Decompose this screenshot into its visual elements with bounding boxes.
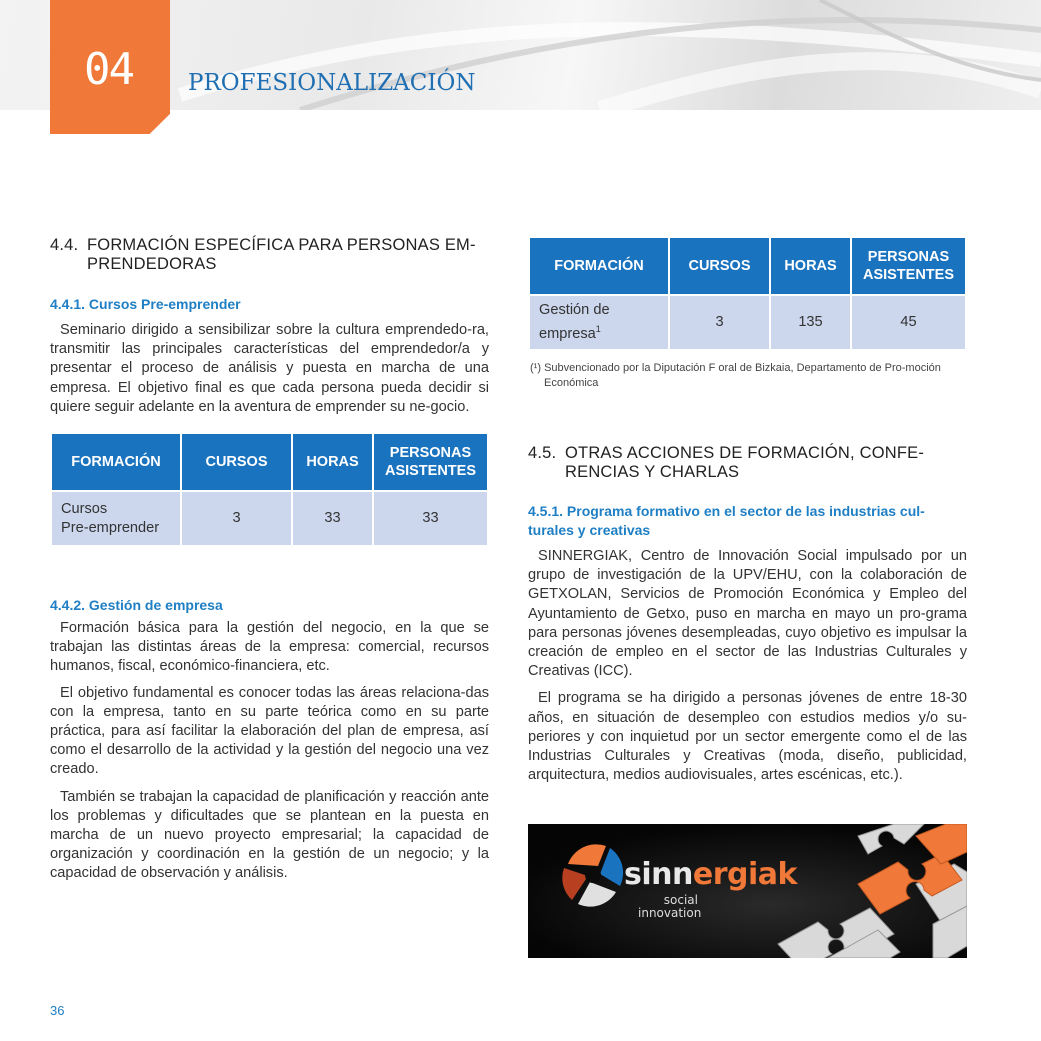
col-header: CURSOS bbox=[181, 433, 292, 491]
section-title-line1: FORMACIÓN ESPECÍFICA PARA PERSONAS EM- bbox=[87, 236, 476, 254]
tagline-line: social bbox=[663, 893, 698, 907]
cell-text: Cursos bbox=[61, 500, 108, 517]
cell-personas: 45 bbox=[851, 295, 966, 350]
table-row bbox=[51, 491, 488, 546]
col-header: FORMACIÓN bbox=[51, 433, 181, 491]
paragraph: Seminario dirigido a sensibilizar sobre la cultura emprendedo-ra, transmitir las principales características del emprendedor/a y presentar el proceso de análisis y puesta en marcha de una empresa. El objetivo final es que cada persona pueda decidir si quiere seguir adelante en la aventura de emprender su ne-gocio. bbox=[50, 322, 489, 415]
paragraph: El programa se ha dirigido a personas jóvenes de entre 18-30 años, en situación de desempleo con estudios medios y/o su-periores y con inquietud por un sector emergente como el de las Industrias Culturales y Creativas (moda, diseño, publicidad, arquitectura, medios audiovisuales, artes escénicas, etc.). bbox=[528, 690, 967, 784]
table-gestion-empresa bbox=[528, 236, 967, 351]
section-title-line2: RENCIAS Y CHARLAS bbox=[565, 463, 740, 481]
col-header: CURSOS bbox=[669, 237, 770, 295]
tagline-line: innovation bbox=[638, 906, 702, 920]
cell-text: Pre-emprender bbox=[61, 519, 160, 536]
table-footnote bbox=[528, 361, 967, 391]
subsection-4-4-1-title: 4.4.1. Cursos Pre-emprender bbox=[50, 296, 241, 312]
brand-part: sinn bbox=[624, 857, 693, 892]
table-header-row bbox=[529, 237, 966, 295]
section-title-line1: OTRAS ACCIONES DE FORMACIÓN, CONFE- bbox=[565, 444, 925, 462]
col-header: HORAS bbox=[292, 433, 373, 491]
col-header: PERSONAS ASISTENTES bbox=[373, 433, 488, 491]
sinnergiak-promo-image bbox=[528, 824, 967, 958]
cell-horas: 33 bbox=[292, 491, 373, 546]
page-number: 36 bbox=[50, 1003, 65, 1018]
col-header: HORAS bbox=[770, 237, 851, 295]
cell-text: empresa bbox=[539, 325, 596, 342]
chapter-title: PROFESIONALIZACIÓN bbox=[188, 70, 476, 96]
subsection-4-4-2-title: 4.4.2. Gestión de empresa bbox=[50, 597, 223, 614]
cell-cursos: 3 bbox=[181, 491, 292, 546]
section-4-4-heading bbox=[50, 236, 489, 274]
cell-text: Gestión de bbox=[539, 302, 610, 319]
brand-tagline bbox=[638, 893, 702, 920]
cell-personas: 33 bbox=[373, 491, 488, 546]
cell-cursos: 3 bbox=[669, 295, 770, 350]
paragraph: SINNERGIAK, Centro de Innovación Social impulsado por un grupo de investigación de la UPV/EHU, con la colaboración de GETXOLAN, Servicios de Promoción Económica y Empleo del Ayuntamiento de Getxo, puso en marcha en mayo un pro-grama para personas jóvenes desempleadas, cuyo objetivo es impulsar la creación de empleo en el sector de las Industrias Culturales y Creativas (ICC). bbox=[528, 548, 967, 680]
section-number: 4.5. bbox=[528, 444, 557, 462]
subsection-4-5-1-title: 4.5.1. Programa formativo en el sector de las industrias cul-turales y creativas bbox=[528, 503, 925, 538]
table-row bbox=[529, 295, 966, 350]
right-column bbox=[528, 236, 967, 785]
brand-part: ergiak bbox=[692, 857, 797, 892]
paragraph: Formación básica para la gestión del negocio, en la que se trabajan las distintas áreas de la empresa: comercial, recursos humanos, fiscal, económico-financiera, etc. bbox=[50, 620, 489, 675]
footnote-mark: (¹) bbox=[530, 362, 541, 374]
left-column bbox=[50, 236, 489, 884]
col-header: PERSONAS ASISTENTES bbox=[851, 237, 966, 295]
brand-name bbox=[624, 857, 797, 892]
chapter-number: 04 bbox=[84, 44, 133, 95]
table-header-row bbox=[51, 433, 488, 491]
col-header: FORMACIÓN bbox=[529, 237, 669, 295]
section-4-5-heading bbox=[528, 444, 967, 482]
cell-formacion bbox=[529, 295, 669, 350]
footnote-ref: 1 bbox=[595, 324, 601, 335]
footnote-text: Subvencionado por la Diputación F oral de Bizkaia, Departamento de Pro-moción Económica bbox=[544, 362, 941, 389]
cell-horas: 135 bbox=[770, 295, 851, 350]
table-pre-emprender bbox=[50, 432, 489, 547]
section-number: 4.4. bbox=[50, 236, 79, 254]
section-title-line2: PRENDEDORAS bbox=[87, 255, 217, 273]
paragraph: También se trabajan la capacidad de planificación y reacción ante los problemas y dificultades que se plantean en la puesta en marcha de un nuevo proyecto empresarial; la capacidad de organización y coordinación en la gestión de un negocio; y la capacidad de observación y análisis. bbox=[50, 788, 489, 882]
cell-formacion bbox=[51, 491, 181, 546]
paragraph: El objetivo fundamental es conocer todas las áreas relaciona-das con la empresa, tanto en su parte teórica como en su parte práctica, para así facilitar la elaboración del plan de empresa, así como el desarrollo de la actividad y la gestión del negocio una vez creado. bbox=[50, 684, 489, 778]
